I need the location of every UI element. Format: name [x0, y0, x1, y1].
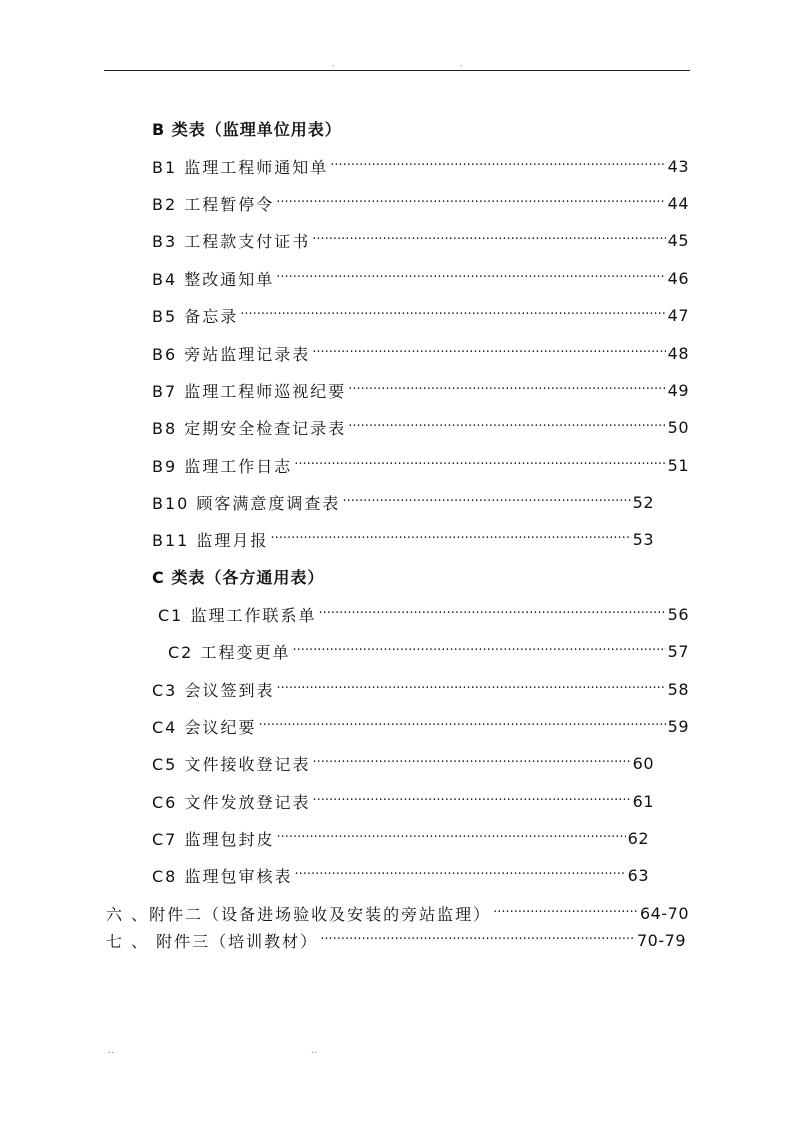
toc-leader	[312, 342, 665, 364]
toc-entry-page: 52	[632, 492, 654, 512]
section-heading: C 类表（各方通用表）	[152, 568, 325, 587]
toc-entry-page: 56	[667, 604, 689, 624]
toc-entry[interactable]	[152, 416, 689, 438]
toc-entry-page: 47	[667, 305, 689, 325]
toc-entry[interactable]	[152, 528, 654, 550]
toc-entry[interactable]	[152, 752, 654, 774]
toc-entry-label: C4 会议纪要	[152, 717, 257, 737]
toc-entry-label: C2 工程变更单	[168, 642, 291, 662]
toc-entry-label: B4 整改通知单	[152, 269, 275, 289]
toc-entry[interactable]	[152, 342, 689, 364]
toc-entry-page: 43	[667, 156, 689, 176]
toc-entry-page: 70-79	[637, 930, 686, 950]
toc-entry-label: C3 会议签到表	[152, 680, 275, 700]
toc-leader	[294, 864, 625, 886]
toc-leader	[292, 640, 665, 662]
toc-leader	[318, 603, 665, 625]
toc-entry-label: C7 监理包封皮	[152, 829, 275, 849]
toc-entry-label: B2 工程暂停令	[152, 194, 275, 214]
toc-entry[interactable]	[152, 827, 649, 849]
header-dot: ·	[332, 62, 335, 71]
toc-entry-page: 61	[632, 791, 654, 811]
toc-entry-label: C1 监理工作联系单	[158, 605, 317, 625]
toc-leader	[258, 715, 665, 737]
toc-leader	[276, 678, 665, 700]
toc-entry[interactable]	[152, 864, 649, 886]
header-rule	[104, 70, 690, 71]
toc-entry-label: B7 监理工程师巡视纪要	[152, 381, 347, 401]
toc-entry-label: B5 备忘录	[152, 306, 239, 326]
toc-leader	[330, 155, 665, 177]
toc-leader	[276, 192, 665, 214]
toc-leader	[294, 454, 665, 476]
toc-entry-page: 46	[667, 268, 689, 288]
toc-entry-page: 57	[667, 641, 689, 661]
toc-leader	[348, 379, 665, 401]
toc-entry-label: C8 监理包审核表	[152, 866, 293, 886]
toc-entry[interactable]	[152, 715, 689, 737]
toc-entry-label: C5 文件接收登记表	[152, 754, 311, 774]
toc-entry-page: 64-70	[640, 903, 689, 923]
toc-leader	[240, 304, 665, 326]
toc-entry-label: B10 顾客满意度调查表	[152, 493, 341, 513]
toc-entry-page: 44	[667, 193, 689, 213]
toc-leader	[320, 929, 635, 951]
toc-entry-label: 七 、 附件三（培训教材）	[106, 931, 319, 951]
toc-entry-page: 58	[667, 679, 689, 699]
toc-entry[interactable]	[158, 603, 689, 625]
toc-entry-page: 53	[632, 529, 654, 549]
toc-entry-label: B6 旁站监理记录表	[152, 344, 311, 364]
toc-entry-page: 49	[667, 380, 689, 400]
toc-leader	[493, 902, 638, 924]
toc-entry-appendix[interactable]	[106, 929, 686, 951]
footer-dot: ..	[108, 1046, 116, 1055]
toc-entry-appendix[interactable]	[106, 902, 689, 924]
toc-entry[interactable]	[152, 267, 689, 289]
toc-leader	[276, 827, 625, 849]
toc-entry[interactable]	[152, 192, 689, 214]
toc-entry-page: 45	[667, 230, 689, 250]
toc-entry-label: B9 监理工作日志	[152, 456, 293, 476]
toc-entry-label: C6 文件发放登记表	[152, 792, 311, 812]
toc-leader	[348, 416, 665, 438]
toc-entry[interactable]	[152, 379, 689, 401]
toc-entry-page: 60	[632, 753, 654, 773]
toc-entry[interactable]	[152, 678, 689, 700]
toc-entry-page: 48	[667, 343, 689, 363]
toc-entry-page: 50	[667, 417, 689, 437]
toc-entry-page: 62	[627, 828, 649, 848]
toc-entry[interactable]	[152, 155, 689, 177]
toc-entry-label: B3 工程款支付证书	[152, 231, 311, 251]
toc-entry-page: 63	[627, 865, 649, 885]
toc-entry-label: 六 、附件二（设备进场验收及安装的旁站监理）	[106, 904, 492, 924]
toc-entry-label: B8 定期安全检查记录表	[152, 418, 347, 438]
toc-leader	[342, 491, 630, 513]
toc-entry[interactable]	[152, 491, 654, 513]
toc-entry-page: 59	[667, 716, 689, 736]
toc-leader	[270, 528, 630, 550]
toc-entry[interactable]	[152, 229, 689, 251]
toc-leader	[312, 790, 630, 812]
toc-leader	[312, 752, 630, 774]
section-heading: B 类表（监理单位用表）	[152, 120, 342, 139]
toc-entry-label: B1 监理工程师通知单	[152, 157, 329, 177]
footer-dot: ..	[311, 1046, 319, 1055]
toc-entry[interactable]	[152, 790, 654, 812]
header-dot: ·	[460, 62, 463, 71]
toc-entry-page: 51	[667, 455, 689, 475]
toc-entry[interactable]	[152, 304, 689, 326]
toc-leader	[312, 229, 665, 251]
toc-entry[interactable]	[168, 640, 689, 662]
toc-leader	[276, 267, 665, 289]
toc-entry[interactable]	[152, 454, 689, 476]
toc-entry-label: B11 监理月报	[152, 530, 269, 550]
